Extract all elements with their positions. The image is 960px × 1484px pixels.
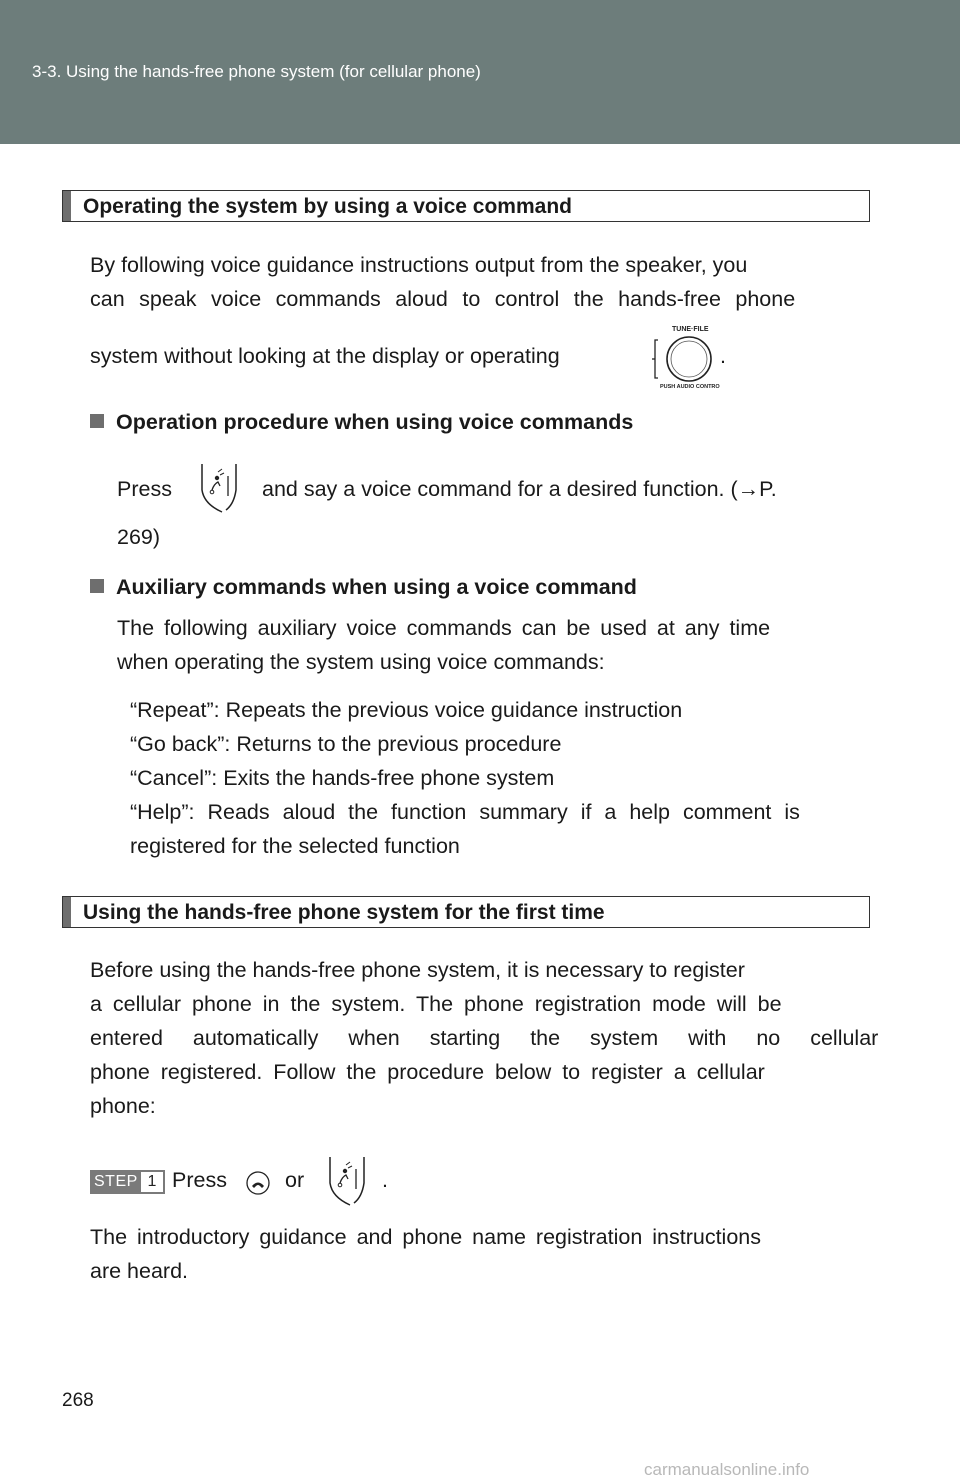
section-heading-first-time [62, 896, 870, 928]
section-bar-edge [63, 191, 71, 221]
step-label: STEP [94, 1173, 138, 1190]
knob-label-top: TUNE·FILE [672, 326, 709, 333]
section-bar-edge [63, 897, 71, 927]
command-repeat: “Repeat”: Repeats the previous voice guidance instruction [130, 698, 683, 722]
command-cancel: “Cancel”: Exits the hands-free phone system [130, 766, 555, 790]
tune-file-knob-icon [648, 322, 720, 390]
command-list [130, 693, 865, 863]
result-line-2: are heard. [90, 1259, 189, 1283]
bullet-square-icon [90, 579, 104, 593]
step-or: or [285, 1168, 305, 1192]
bullet-square-icon [90, 414, 104, 428]
intro-line-2: can speak voice commands aloud to control the hands-free phone [90, 287, 796, 311]
step-press: Press [172, 1168, 227, 1192]
step-number: 1 [141, 1172, 163, 1192]
sub-heading-operation: Operation procedure when using voice commands [90, 410, 633, 435]
watermark: carmanualsonline.info [644, 1460, 810, 1479]
step-badge [90, 1170, 165, 1194]
chapter-title: 3-3. Using the hands-free phone system (for cellular phone) [32, 62, 481, 81]
auxiliary-line-1: The following auxiliary voice commands can be used at any time [117, 616, 771, 640]
knob-label-bottom: PUSH AUDIO CONTROL [660, 384, 720, 390]
section-title: Operating the system by using a voice command [83, 195, 572, 218]
result-paragraph [90, 1220, 865, 1288]
step-end: . [382, 1168, 388, 1192]
first-time-line-4: phone registered. Follow the procedure below to register a cellular [90, 1060, 765, 1084]
first-time-line-1: Before using the hands-free phone system, it is necessary to register [90, 958, 745, 982]
command-go-back: “Go back”: Returns to the previous procedure [130, 732, 562, 756]
intro-end: . [720, 344, 726, 368]
intro-paragraph [90, 248, 865, 316]
result-line-1: The introductory guidance and phone name registration instructions [90, 1225, 761, 1249]
first-time-line-3: entered automatically when starting the system with no cellular [90, 1026, 879, 1050]
intro-line-1: By following voice guidance instructions output from the speaker, you [90, 253, 748, 277]
page-number: 268 [62, 1390, 94, 1411]
section-heading-voice-command [62, 190, 870, 222]
press-instruction-text: and say a voice command for a desired function. (→P. [262, 477, 777, 501]
page-header [0, 0, 960, 144]
talk-switch-icon [326, 1153, 368, 1209]
auxiliary-line-2: when operating the system using voice commands: [117, 650, 605, 674]
first-time-line-2: a cellular phone in the system. The phone registration mode will be [90, 992, 782, 1016]
phone-button-icon [246, 1171, 270, 1195]
first-time-paragraph [90, 953, 879, 1123]
intro-line-3: system without looking at the display or operating [90, 344, 560, 368]
first-time-line-5: phone: [90, 1094, 156, 1118]
sub-heading-auxiliary: Auxiliary commands when using a voice command [90, 575, 637, 600]
press-label: Press [117, 477, 172, 501]
talk-switch-icon [198, 460, 240, 516]
press-instruction-text-2: 269) [117, 525, 161, 549]
command-help-2: registered for the selected function [130, 834, 460, 858]
auxiliary-paragraph [117, 611, 865, 679]
section-title: Using the hands-free phone system for the first time [83, 901, 605, 924]
command-help: “Help”: Reads aloud the function summary if a help comment is [130, 800, 800, 824]
